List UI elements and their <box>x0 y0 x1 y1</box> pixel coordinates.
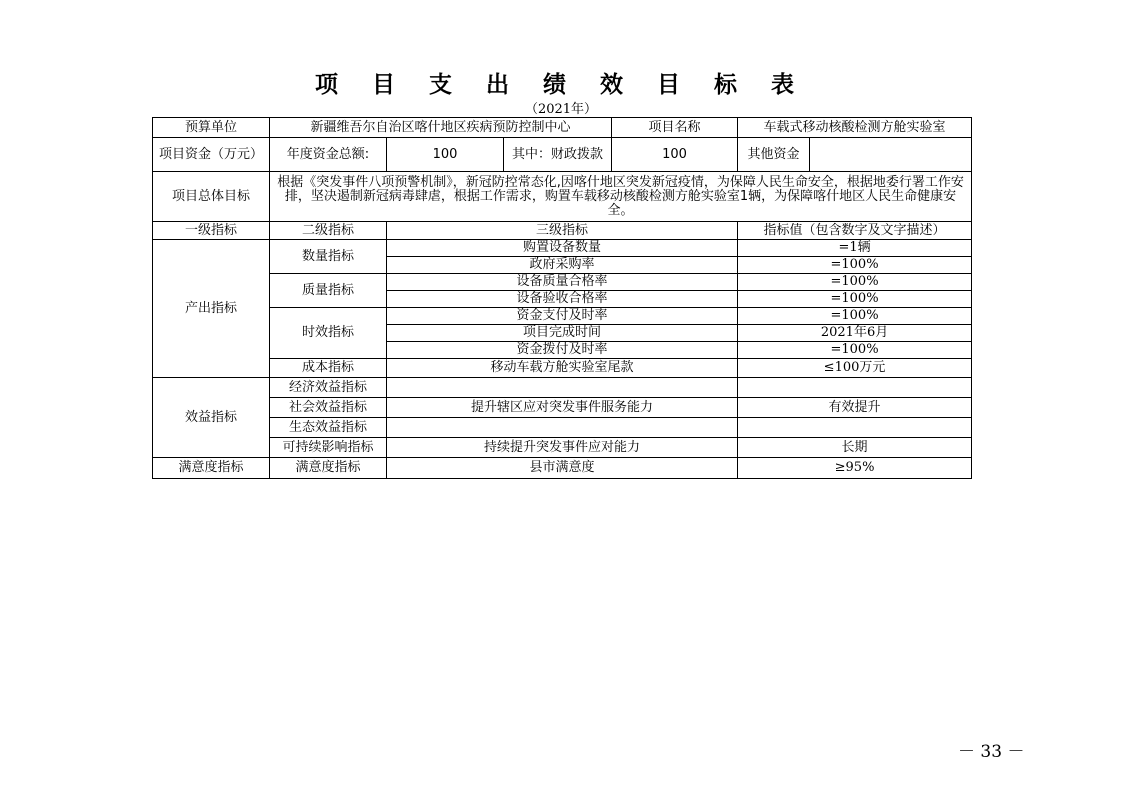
indicator-value <box>738 378 972 398</box>
table-row <box>153 398 972 418</box>
indicator-name: 提升辖区应对突发事件服务能力 <box>387 398 738 418</box>
economic-indicator-label: 经济效益指标 <box>270 378 387 398</box>
output-indicator-label: 产出指标 <box>153 240 270 378</box>
quality-indicator-label: 质量指标 <box>270 274 387 308</box>
ecological-indicator-label: 生态效益指标 <box>270 418 387 438</box>
page-number: － 33 － <box>958 742 1025 762</box>
indicator-value: 有效提升 <box>738 398 972 418</box>
annual-funds-value: 100 <box>387 138 504 172</box>
column-header: 指标值（包含数字及文字描述） <box>738 222 972 240</box>
other-funds-label: 其他资金 <box>738 138 810 172</box>
indicator-name: 购置设备数量 <box>387 240 738 257</box>
funds-label: 项目资金（万元） <box>153 138 270 172</box>
fiscal-funds-value: 100 <box>612 138 738 172</box>
indicator-value: ≥95% <box>738 458 972 479</box>
page-title: 项 目 支 出 绩 效 目 标 表 <box>314 71 808 98</box>
satisfaction-indicator-label: 满意度指标 <box>153 458 270 479</box>
table-header-row <box>153 222 972 240</box>
table-row <box>153 378 972 398</box>
table-row <box>153 418 972 438</box>
goal-label: 项目总体目标 <box>153 172 270 222</box>
unit-label: 预算单位 <box>153 118 270 138</box>
indicator-name: 设备质量合格率 <box>387 274 738 291</box>
indicator-name: 资金拨付及时率 <box>387 342 738 359</box>
indicator-value: 长期 <box>738 438 972 458</box>
cost-indicator-label: 成本指标 <box>270 359 387 378</box>
time-indicator-label: 时效指标 <box>270 308 387 359</box>
satisfaction-sub-label: 满意度指标 <box>270 458 387 479</box>
table-row <box>153 172 972 222</box>
column-header: 一级指标 <box>153 222 270 240</box>
unit-value: 新疆维吾尔自治区喀什地区疾病预防控制中心 <box>270 118 612 138</box>
goal-text: 根据《突发事件八项预警机制》，新冠防控常态化,因喀什地区突发新冠疫情，为保障人民生命安全，根据地委行署工作安排，坚决遏制新冠病毒肆虐，根据工作需求，购置车载移动核酸检测方舱实验室1辆，为保障喀什地区人民生命健康安全。 <box>270 172 972 222</box>
indicator-value: ≤100万元 <box>738 359 972 378</box>
fiscal-funds-label: 其中：财政拨款 <box>504 138 612 172</box>
indicator-name <box>387 378 738 398</box>
table-row <box>153 359 972 378</box>
annual-funds-label: 年度资金总额: <box>270 138 387 172</box>
sustainable-indicator-label: 可持续影响指标 <box>270 438 387 458</box>
column-header: 二级指标 <box>270 222 387 240</box>
table-row <box>153 438 972 458</box>
indicator-name: 移动车载方舱实验室尾款 <box>387 359 738 378</box>
indicator-value: =1辆 <box>738 240 972 257</box>
indicator-value <box>738 418 972 438</box>
indicator-name: 项目完成时间 <box>387 325 738 342</box>
indicator-value: =100% <box>738 274 972 291</box>
indicator-name: 资金支付及时率 <box>387 308 738 325</box>
other-funds-value <box>810 138 972 172</box>
table-row <box>153 458 972 479</box>
indicator-value: =100% <box>738 342 972 359</box>
indicator-value: =100% <box>738 291 972 308</box>
table-row <box>153 308 972 325</box>
indicator-name: 政府采购率 <box>387 257 738 274</box>
table-row <box>153 138 972 172</box>
table-row <box>153 118 972 138</box>
indicator-name: 持续提升突发事件应对能力 <box>387 438 738 458</box>
indicator-value: =100% <box>738 257 972 274</box>
indicator-name: 县市满意度 <box>387 458 738 479</box>
year-subtitle: （2021年） <box>524 102 598 117</box>
indicator-name <box>387 418 738 438</box>
project-name-label: 项目名称 <box>612 118 738 138</box>
column-header: 三级指标 <box>387 222 738 240</box>
indicator-value: =100% <box>738 308 972 325</box>
project-name-value: 车载式移动核酸检测方舱实验室 <box>738 118 972 138</box>
social-indicator-label: 社会效益指标 <box>270 398 387 418</box>
indicator-name: 设备验收合格率 <box>387 291 738 308</box>
quantity-indicator-label: 数量指标 <box>270 240 387 274</box>
table-row <box>153 240 972 257</box>
performance-table <box>152 117 972 479</box>
table-row <box>153 274 972 291</box>
benefit-indicator-label: 效益指标 <box>153 378 270 458</box>
indicator-value: 2021年6月 <box>738 325 972 342</box>
